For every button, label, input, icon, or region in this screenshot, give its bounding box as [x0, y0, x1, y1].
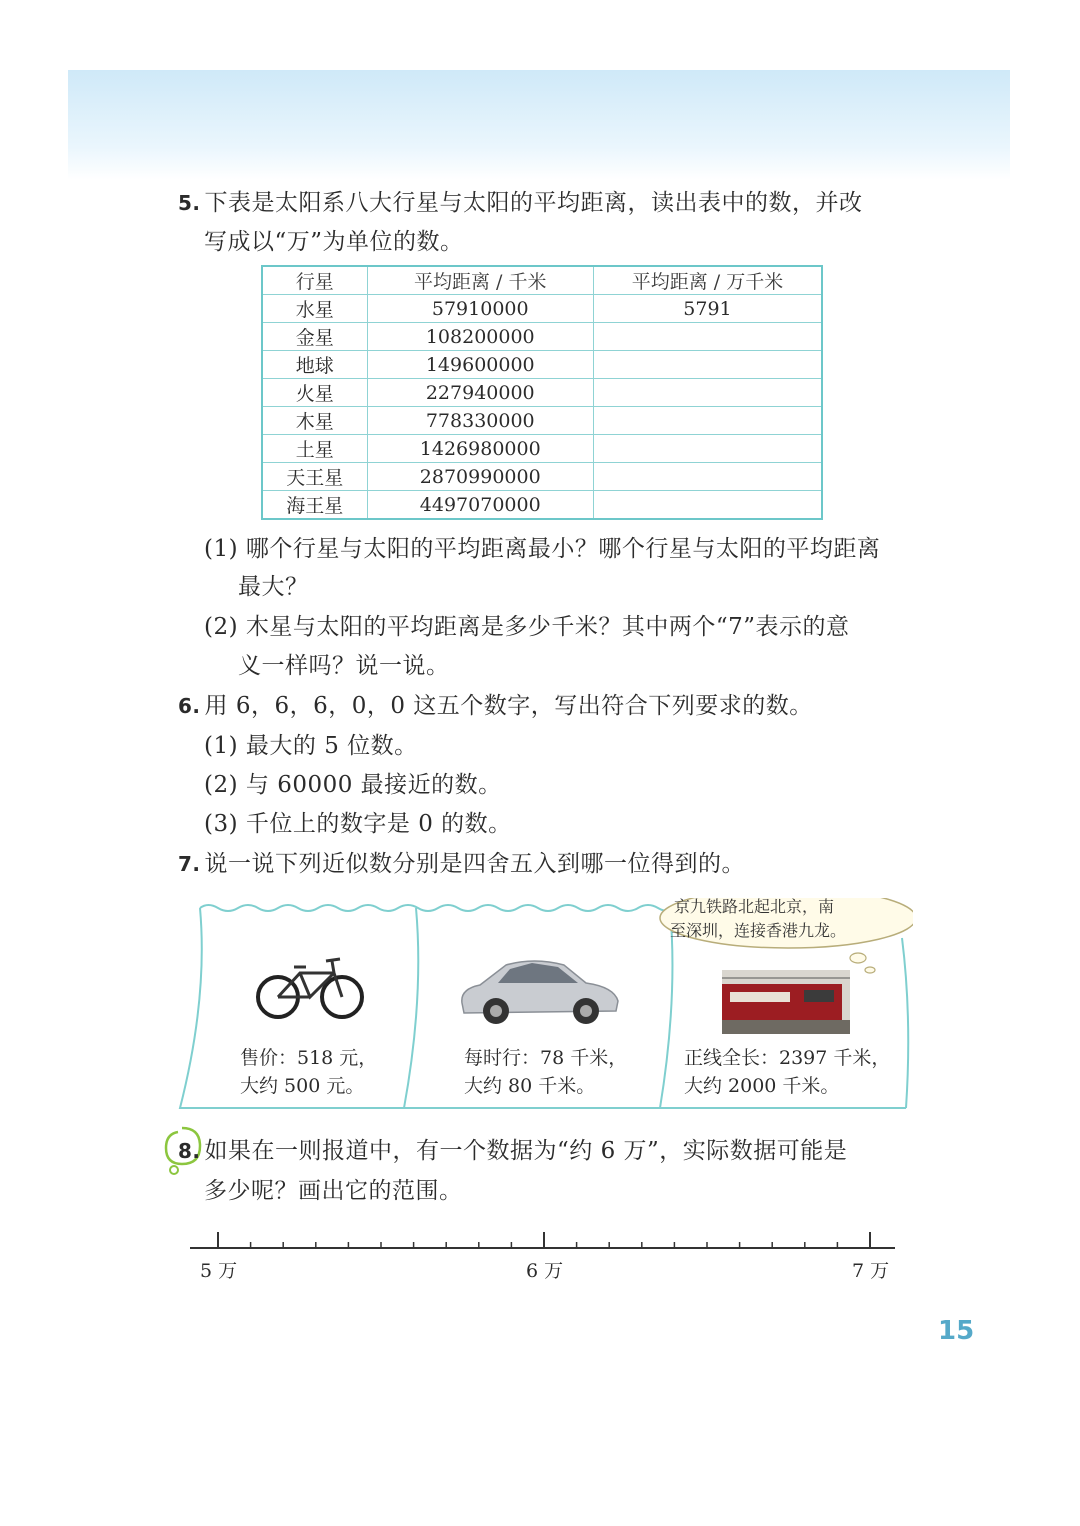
table-row — [262, 351, 822, 379]
distance-wan — [593, 463, 822, 491]
q6-number: 6. — [178, 694, 201, 718]
table-row — [262, 379, 822, 407]
q8-text: 如果在一则报道中，有一个数据为“约 6 万”，实际数据可能是 — [204, 1138, 848, 1164]
q7-number: 7. — [178, 852, 201, 876]
distance-km: 4497070000 — [367, 491, 593, 520]
q8-line1 — [178, 1132, 847, 1165]
distance-wan — [593, 351, 822, 379]
q6-item-3: (3) 千位上的数字是 0 的数。 — [204, 811, 512, 837]
bicycle-line1: 售价：518 元， — [240, 1047, 378, 1069]
number-line-label-5wan: 5 万 — [200, 1260, 238, 1282]
q5-sub2-line2: 义一样吗？说一说。 — [238, 653, 450, 679]
distance-wan — [593, 491, 822, 520]
distance-km: 1426980000 — [367, 435, 593, 463]
header-distance-km: 平均距离 / 千米 — [367, 266, 593, 295]
train-icon — [722, 970, 850, 1034]
q5-number: 5. — [178, 191, 201, 215]
table-row — [262, 323, 822, 351]
q5-line2: 写成以“万”为单位的数。 — [204, 229, 464, 255]
table-row — [262, 491, 822, 520]
bicycle-icon — [254, 953, 366, 1023]
q8-number: 8. — [178, 1139, 201, 1163]
distance-km: 57910000 — [367, 295, 593, 323]
q5-line1 — [178, 184, 863, 217]
q8-line2: 多少呢？画出它的范围。 — [204, 1178, 463, 1204]
distance-km: 778330000 — [367, 407, 593, 435]
number-line — [190, 1226, 900, 1256]
header-distance-wan-km: 平均距离 / 万千米 — [593, 266, 822, 295]
distance-km: 108200000 — [367, 323, 593, 351]
train-line2: 大约 2000 千米。 — [684, 1075, 840, 1097]
header-planet: 行星 — [262, 266, 367, 295]
planet-name: 土星 — [262, 435, 367, 463]
header-band — [68, 70, 1010, 180]
planet-name: 天王星 — [262, 463, 367, 491]
q5-text: 下表是太阳系八大行星与太阳的平均距离，读出表中的数，并改 — [204, 190, 863, 216]
planet-name: 地球 — [262, 351, 367, 379]
car-icon — [454, 953, 624, 1031]
bubble-line1: 京九铁路北起北京，南 — [674, 897, 835, 916]
table-row — [262, 407, 822, 435]
distance-km: 149600000 — [367, 351, 593, 379]
train-line1: 正线全长：2397 千米， — [684, 1047, 891, 1069]
number-line-label-7wan: 7 万 — [852, 1260, 890, 1282]
distance-wan — [593, 323, 822, 351]
q7-text: 说一说下列近似数分别是四舍五入到哪一位得到的。 — [204, 851, 746, 877]
car-line2: 大约 80 千米。 — [464, 1075, 596, 1097]
q6-line — [178, 687, 813, 720]
bicycle-line2: 大约 500 元。 — [240, 1075, 365, 1097]
q6-text: 用 6，6，6，0，0 这五个数字，写出符合下列要求的数。 — [204, 693, 813, 719]
bicycle-caption — [240, 1044, 377, 1100]
table-row — [262, 295, 822, 323]
planet-name: 海王星 — [262, 491, 367, 520]
train-caption — [684, 1044, 890, 1100]
car-line1: 每时行：78 千米， — [464, 1047, 628, 1069]
planet-name: 火星 — [262, 379, 367, 407]
q6-item-2: (2) 与 60000 最接近的数。 — [204, 772, 502, 798]
q5-sub1-line2: 最大？ — [238, 574, 309, 600]
table-header-row — [262, 266, 822, 295]
number-line-label-6wan: 6 万 — [526, 1260, 564, 1282]
distance-wan: 5791 — [593, 295, 822, 323]
distance-km: 2870990000 — [367, 463, 593, 491]
planet-name: 木星 — [262, 407, 367, 435]
q5-sub2-line1: (2) 木星与太阳的平均距离是多少千米？其中两个“7”表示的意 — [204, 614, 850, 640]
distance-wan — [593, 435, 822, 463]
q6-item-1: (1) 最大的 5 位数。 — [204, 733, 418, 759]
planet-name: 水星 — [262, 295, 367, 323]
car-caption — [464, 1044, 627, 1100]
q7-line — [178, 845, 745, 878]
q7-illustration — [178, 898, 913, 1110]
q5-sub1-line1: (1) 哪个行星与太阳的平均距离最小？哪个行星与太阳的平均距离 — [204, 536, 881, 562]
planet-distance-table — [261, 265, 823, 520]
distance-wan — [593, 407, 822, 435]
distance-km: 227940000 — [367, 379, 593, 407]
table-row — [262, 435, 822, 463]
planet-name: 金星 — [262, 323, 367, 351]
page-number: 15 — [938, 1316, 975, 1346]
distance-wan — [593, 379, 822, 407]
bubble-line2: 至深圳，连接香港九龙。 — [670, 921, 847, 940]
table-row — [262, 463, 822, 491]
